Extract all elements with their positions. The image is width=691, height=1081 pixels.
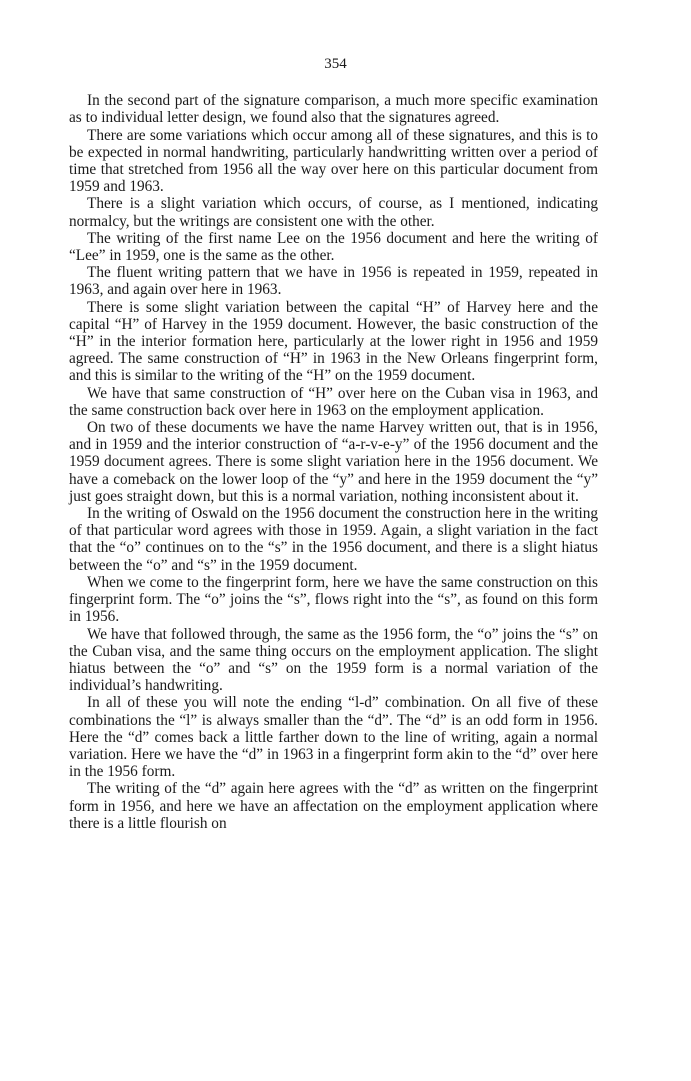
paragraph-5: The fluent writing pattern that we have in 1956 is repeated in 1959, repeated in 1963, and again over here in 1963.	[69, 264, 598, 299]
paragraph-4: The writing of the first name Lee on the 1956 document and here the writing of “Lee” in 1959, one is the same as the other.	[69, 229, 598, 265]
paragraph-9: In the writing of Oswald on the 1956 document the construction here in the writing of that particular word agrees with those in 1959. Again, a slight variation in the fact that the “o” continues on to the “s” in the 1956 document, and there is a slight hiatus between the “o” and “s” in the 1959 document.	[69, 505, 598, 574]
paragraph-8: On two of these documents we have the name Harvey written out, that is in 1956, and in 1959 and the interior construction of “a-r-v-e-y” of the 1956 document and the 1959 document agrees. There is some slight variation here in the 1956 document. We have a comeback on the lower loop of the “y” and here in the 1959 document the “y” just goes straight down, but this is a normal variation, nothing inconsistent about it.	[69, 419, 598, 505]
paragraph-12: In all of these you will note the ending “l-d” combination. On all five of these combinations the “l” is always smaller than the “d”. The “d” is an odd form in 1956. Here the “d” comes back a little farther down to the line of writing, again a normal variation. Here we have the “d” in 1963 in a fingerprint form akin to the “d” over here in the 1956 form.	[69, 694, 598, 781]
paragraph-13: The writing of the “d” again here agrees with the “d” as written on the fingerprint form in 1956, and here we have an affectation on the employment application where there is a little flourish on	[69, 780, 598, 832]
paragraph-6: There is some slight variation between the capital “H” of Harvey here and the capital “H” of Harvey in the 1959 document. However, the basic construction of the “H” in the interior formation here, particularly at the lower right in 1956 and 1959 agreed. The same construction of “H” in 1963 in the New Orleans fingerprint form, and this is similar to the writing of the “H” on the 1959 document.	[69, 298, 598, 385]
paragraph-11: We have that followed through, the same as the 1956 form, the “o” joins the “s” on the Cuban visa, and the same thing occurs on the employment application. The slight hiatus between the “o” and “s” on the 1959 form is a normal variation of the individual’s handwriting.	[69, 625, 598, 695]
paragraph-7: We have that same construction of “H” over here on the Cuban visa in 1963, and the same construction back over here in 1963 on the employment application.	[69, 384, 598, 419]
body-text	[69, 92, 598, 832]
page-number: 354	[324, 56, 347, 72]
paragraph-2: There are some variations which occur among all of these signatures, and this is to be expected in normal handwriting, particularly handwritting written over a period of time that stretched from 1956 all the way over here on this particular document from 1959 and 1963.	[69, 126, 598, 196]
paragraph-3: There is a slight variation which occurs, of course, as I mentioned, indicating normalcy, but the writings are consistent one with the other.	[69, 195, 598, 230]
paragraph-1: In the second part of the signature comparison, a much more specific examination as to individual letter design, we found also that the signatures agreed.	[69, 92, 598, 127]
document-page	[69, 56, 598, 832]
paragraph-10: When we come to the fingerprint form, here we have the same construction on this fingerprint form. The “o” joins the “s”, flows right into the “s”, as found on this form in 1956.	[69, 573, 598, 626]
